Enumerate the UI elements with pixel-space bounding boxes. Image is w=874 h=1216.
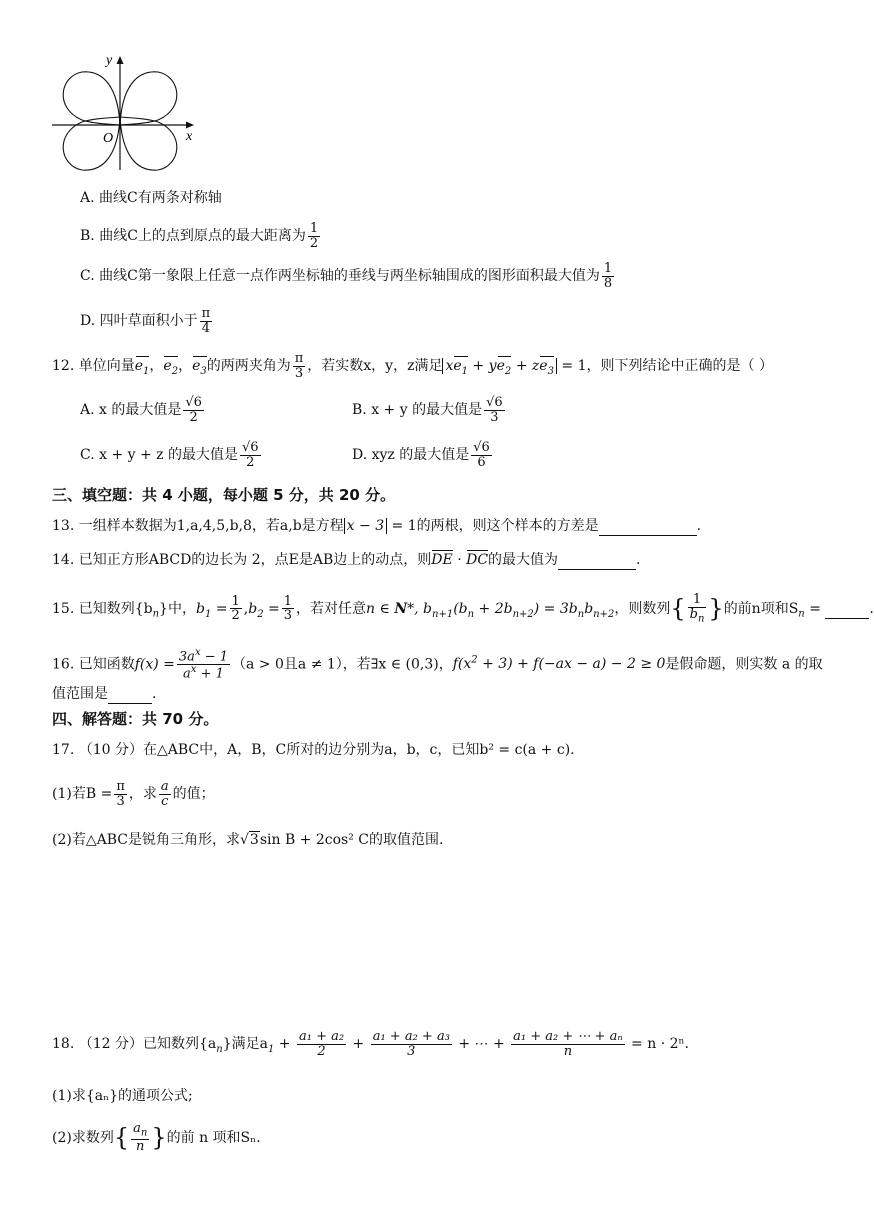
frac: $\frac{a}{c}$ xyxy=(160,779,169,809)
q16-answer-blank[interactable] xyxy=(108,686,152,704)
section-3-heading: 三、填空题：共 4 小题，每小题 5 分，共 20 分。 xyxy=(52,486,396,504)
q17-p1-text-b: ，求 xyxy=(128,786,157,803)
vec-e1: $e_1$ xyxy=(134,358,150,377)
q18-p2-text-a: (2)求数列 xyxy=(52,1129,114,1146)
q17-p1-text-c: 的值； xyxy=(172,786,215,803)
frac-den: 3 xyxy=(294,365,304,381)
q14-text-b: 的最大值为 xyxy=(488,552,559,568)
q15-recurrence: n ∈ N*, $b_{n+1}(b_n + 2b_{n+2}) = 3b_nb_{n+2}$ xyxy=(366,600,615,620)
q12-option-c xyxy=(80,441,263,469)
q12-number: 12. xyxy=(52,358,75,375)
q17-p2-text-a: (2)若△ABC是锐角三角形，求 xyxy=(52,832,240,848)
q15-answer-blank[interactable] xyxy=(825,601,869,619)
q14: 14. 已知正方形ABCD的边长为 2，点E是AB边上的动点，则DE · DC的最大值为 . xyxy=(52,552,641,568)
frac-den: 3 xyxy=(490,409,499,425)
q12-stem-d: ，则下列结论中正确的是（ ） xyxy=(586,358,773,375)
q12-option-a xyxy=(80,396,206,424)
frac-num: π xyxy=(201,306,211,321)
q12-option-a-text: A. x 的最大值是 xyxy=(80,402,182,419)
frac: $\frac{1}{3}$ xyxy=(283,593,293,624)
q12-option-d xyxy=(352,441,494,469)
q12-option-b xyxy=(352,396,507,424)
q11-option-d-text: D. 四叶草面积小于 xyxy=(80,313,198,330)
vector-norm-expr: $xe_1 + ye_2 + ze_3$ xyxy=(442,358,556,374)
q12-option-d-text: D. xyz 的最大值是 xyxy=(352,447,470,464)
q17-part1 xyxy=(52,780,215,808)
vec-dc: DC xyxy=(466,552,489,568)
frac-den: 6 xyxy=(477,454,486,470)
sqrt-3: 3 xyxy=(249,832,259,848)
frac xyxy=(240,441,261,469)
q13-answer-blank[interactable] xyxy=(599,518,697,536)
frac xyxy=(471,441,492,469)
frac: $\frac{\text{a₁ + a₂ + a₃}}{3}$ xyxy=(372,1029,450,1059)
frac xyxy=(602,262,614,290)
frac xyxy=(200,307,213,335)
frac-den: 2 xyxy=(246,454,255,470)
frac: $\frac{\text{a₁ + a₂ + ⋯ + aₙ}}{n}$ xyxy=(513,1029,623,1059)
frac: $\frac{1}{b_n}$ xyxy=(689,592,705,625)
frac-den: 4 xyxy=(201,320,211,336)
q16-function: f(x) = xyxy=(134,656,175,673)
frac xyxy=(308,222,320,250)
q16-text-c: 是假命题，则实数 a 的取 xyxy=(665,656,823,673)
frac-den: 2 xyxy=(189,409,198,425)
q11-option-a: A. 曲线C有两条对称轴 xyxy=(80,190,222,206)
q17-p2-text-b: sin B + 2cos² C的取值范围. xyxy=(259,832,444,848)
y-axis-arrow xyxy=(117,56,124,64)
q15-text-d: ，则数列 xyxy=(614,600,671,617)
frac: $\frac{3a^x - 1}{a^x + 1}$ xyxy=(178,647,229,682)
q16-text-d: 值范围是 xyxy=(52,686,108,702)
q18-text-a: 18. （12 分）已知数列{a xyxy=(52,1036,217,1053)
q15-text-a: 15. 已知数列{b xyxy=(52,600,153,617)
q16-inequality: $f(x^2 + 3) + f(-ax - a) - 2 \ge 0$ xyxy=(452,654,666,673)
q12-stem-a: 单位向量 xyxy=(78,358,135,375)
x-axis-label: x xyxy=(186,129,193,144)
q11-option-c-text: C. 曲线C第一象限上任意一点作两坐标轴的垂线与两坐标轴围成的图形面积最大值为 xyxy=(80,268,600,285)
frac-den: 8 xyxy=(603,275,613,291)
y-axis-label: y xyxy=(106,53,113,68)
frac xyxy=(293,352,306,380)
q13-text-b: 的两根，则这个样本的方差是 xyxy=(416,518,599,534)
frac-num: π xyxy=(294,351,304,366)
q16-text-a: 16. 已知函数 xyxy=(52,656,135,673)
q18-part2: (2)求数列{ $\frac{a_n}{n}$ }的前 n 项和Sₙ. xyxy=(52,1121,261,1155)
q12-option-b-text: B. x + y 的最大值是 xyxy=(352,402,483,419)
abs-expr: x − 3 xyxy=(344,518,387,534)
q12-option-c-text: C. x + y + z 的最大值是 xyxy=(80,447,239,464)
q11-option-b xyxy=(80,222,322,250)
leaf-upper-left xyxy=(63,72,120,125)
x-axis-arrow xyxy=(186,122,194,129)
q12-stem: 12. 单位向量$e_1$，$e_2$，$e_3$的两两夹角为 $\frac{\pi}{3}$ ，若实数x，y，z满足 $xe_1 + ye_2 + ze_3 = 1$，则下列结论中正确的是（ ） xyxy=(52,351,773,381)
q15-text-e: 的前n项和S xyxy=(723,600,799,617)
q18-p2-text-b: 的前 n 项和Sₙ. xyxy=(166,1129,261,1146)
q17-head: 17. （10 分）在△ABC中，A，B，C所对的边分别为a，b，c，已知b² = c(a + c). xyxy=(52,742,575,758)
frac-den: 2 xyxy=(309,235,319,251)
frac-num: 1 xyxy=(603,261,613,276)
q12-stem-b: 的两两夹角为 xyxy=(206,358,291,375)
q18-part1: (1)求{aₙ}的通项公式; xyxy=(52,1088,193,1104)
q14-end: . xyxy=(636,552,641,568)
q13-end: . xyxy=(696,518,702,534)
q11-option-d xyxy=(80,307,214,335)
q16-text-b: （a > 0且a ≠ 1），若∃x ∈ (0,3)， xyxy=(232,656,453,673)
q13-text-a: 13. 一组样本数据为1,a,4,5,b,8，若a,b是方程 xyxy=(52,518,344,534)
frac: $\frac{1}{2}$ xyxy=(231,593,240,624)
q15: 15. 已知数列$\{b_n\}$中，$b_1$ = $\frac{1}{2}$ $,b_2$ = $\frac{1}{3}$ ，若对任意n ∈ N*, $b_{n+1}(b_n + 2b_{n+2}) = 3b_nb_{n+2}$，则数列{ $\frac{1}{b_n}$ }的前n项和$S_n$ = . xyxy=(52,592,874,625)
frac-num: √6 xyxy=(486,395,503,410)
frac xyxy=(484,396,505,424)
leaf-upper-right xyxy=(120,72,177,125)
vec-e3: $e_3$ xyxy=(192,358,207,377)
vec-e2: $e_2$ xyxy=(163,358,179,377)
q14-answer-blank[interactable] xyxy=(558,552,636,570)
origin-label: O xyxy=(103,131,114,146)
frac-num: 1 xyxy=(309,221,319,236)
q12-stem-c: ，若实数x，y，z满足 xyxy=(307,358,443,375)
section-4-heading: 四、解答题：共 70 分。 xyxy=(52,710,219,728)
q15-b1: $b_1$ = xyxy=(195,600,228,620)
q15-text-c: ，若对任意 xyxy=(296,600,367,617)
q16 xyxy=(52,648,823,681)
frac-num: √6 xyxy=(473,440,490,455)
q18-head: 18. （12 分）已知数列$\{a_n\}$满足$a_1$ + $\frac{\text{a₁ + a₂}}{2}$ + $\frac{\text{a₁ + a₂ + a₃}}{3}$ + ⋯ + $\frac{\text{a₁ + a₂ + ⋯ + aₙ}}{n}$ = n · 2ⁿ. xyxy=(52,1029,690,1059)
frac-num: √6 xyxy=(242,440,259,455)
q16-end: . xyxy=(152,686,157,702)
q18-rhs: = n · 2ⁿ. xyxy=(631,1036,690,1053)
frac-num: √6 xyxy=(185,395,202,410)
q11-option-b-text: B. 曲线C上的点到原点的最大距离为 xyxy=(80,228,306,245)
q11-option-c xyxy=(80,262,616,290)
q17-p1-text-a: (1)若B = xyxy=(52,786,113,803)
q15-end: . xyxy=(869,600,874,617)
q15-text-f: = xyxy=(804,600,826,617)
q13: 13. 一组样本数据为1,a,4,5,b,8，若a,b是方程 x − 3 = 1的两根，则这个样本的方差是 . xyxy=(52,518,702,534)
q18-text-b: }满足a xyxy=(222,1036,268,1053)
frac xyxy=(183,396,204,424)
clover-figure xyxy=(48,50,203,175)
q17-part2: (2)若△ABC是锐角三角形，求√3sin B + 2cos² C的取值范围. xyxy=(52,832,444,848)
q16-line2 xyxy=(52,686,156,704)
frac: $\frac{a_n}{n}$ xyxy=(133,1121,148,1155)
frac: $\frac{\text{a₁ + a₂}}{2}$ xyxy=(298,1029,345,1059)
q15-text-b: }中， xyxy=(159,600,196,617)
q14-text-a: 14. 已知正方形ABCD的边长为 2，点E是AB边上的动点，则 xyxy=(52,552,432,568)
vec-de: DE xyxy=(431,552,453,568)
frac: $\frac{\pi}{3}$ xyxy=(116,779,125,809)
